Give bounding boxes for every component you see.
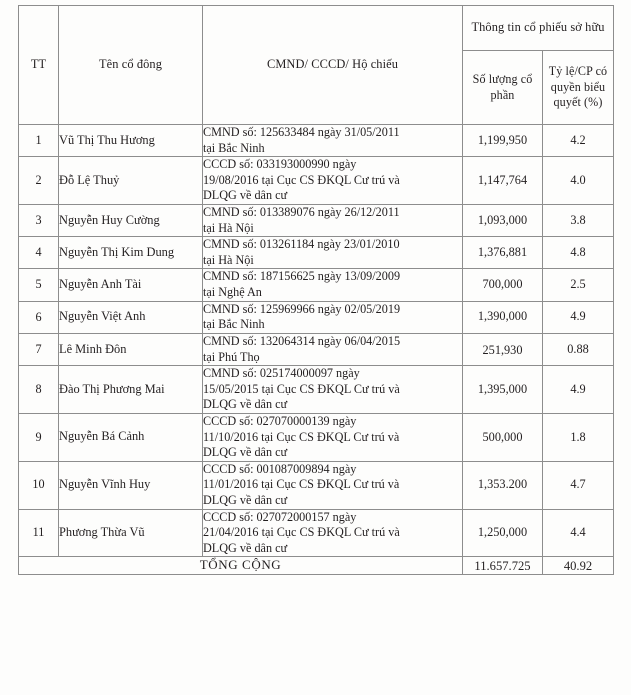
- share-quantity: 1,390,000: [463, 301, 543, 333]
- table-row: [19, 461, 614, 509]
- identification-line: CCCD số: 027070000139 ngày: [203, 413, 357, 428]
- voting-ratio: 4.7: [543, 461, 614, 509]
- row-index: 8: [19, 366, 59, 414]
- identification-line: CMND số: 013261184 ngày 23/01/2010: [203, 237, 400, 252]
- voting-ratio: 4.9: [543, 301, 614, 333]
- table-header: [19, 6, 614, 125]
- total-row: [19, 557, 614, 575]
- identification-text: [203, 125, 463, 157]
- share-quantity: 1,395,000: [463, 366, 543, 414]
- header-quantity: Số lượng cổ phần: [463, 51, 543, 125]
- table-body: [19, 125, 614, 557]
- identification-text: [203, 366, 463, 414]
- row-index: 6: [19, 301, 59, 333]
- total-ratio: 40.92: [543, 557, 614, 575]
- voting-ratio: 0.88: [543, 333, 614, 365]
- row-index: 5: [19, 269, 59, 301]
- share-quantity: 1,199,950: [463, 125, 543, 157]
- identification-text: [203, 205, 463, 237]
- voting-ratio: 2.5: [543, 269, 614, 301]
- identification-line: CMND số: 132064314 ngày 06/04/2015: [203, 333, 401, 348]
- voting-ratio: 4.4: [543, 509, 614, 557]
- identification-line: DLQG về dân cư: [203, 493, 288, 508]
- identification-line: tại Nghệ An: [203, 285, 262, 300]
- identification-line: DLQG về dân cư: [203, 188, 288, 203]
- identification-line: 15/05/2015 tại Cục CS ĐKQL Cư trú và: [203, 381, 400, 396]
- voting-ratio: 4.8: [543, 237, 614, 269]
- row-index: 10: [19, 461, 59, 509]
- row-index: 2: [19, 157, 59, 205]
- shareholder-name: Nguyễn Bá Cảnh: [59, 413, 203, 461]
- identification-line: 19/08/2016 tại Cục CS ĐKQL Cư trú và: [203, 172, 400, 187]
- share-quantity: 500,000: [463, 413, 543, 461]
- identification-text: [203, 333, 463, 365]
- identification-line: CCCD số: 027072000157 ngày: [203, 509, 357, 524]
- identification-line: DLQG về dân cư: [203, 397, 288, 412]
- identification-line: CMND số: 125969966 ngày 02/05/2019: [203, 301, 401, 316]
- voting-ratio: 4.9: [543, 366, 614, 414]
- share-quantity: 1,353.200: [463, 461, 543, 509]
- share-quantity: 1,376,881: [463, 237, 543, 269]
- total-label: TỔNG CỘNG: [19, 557, 463, 575]
- table-row: [19, 125, 614, 157]
- shareholder-name: Đào Thị Phương Mai: [59, 366, 203, 414]
- identification-text: [203, 413, 463, 461]
- shareholder-table-container: [18, 5, 613, 575]
- identification-line: CMND số: 187156625 ngày 13/09/2009: [203, 269, 401, 284]
- table-row: [19, 157, 614, 205]
- table-row: [19, 509, 614, 557]
- identification-line: DLQG về dân cư: [203, 445, 288, 460]
- row-index: 1: [19, 125, 59, 157]
- identification-line: CMND số: 125633484 ngày 31/05/2011: [203, 125, 400, 139]
- identification-line: tại Hà Nội: [203, 220, 254, 235]
- share-quantity: 1,147,764: [463, 157, 543, 205]
- shareholder-name: Nguyễn Việt Anh: [59, 301, 203, 333]
- header-share-info-group: Thông tin cổ phiếu sở hữu: [463, 6, 614, 51]
- shareholder-name: Đỗ Lệ Thuỷ: [59, 157, 203, 205]
- shareholder-name: Lê Minh Đôn: [59, 333, 203, 365]
- shareholder-name: Nguyễn Anh Tài: [59, 269, 203, 301]
- shareholder-table: [18, 5, 614, 575]
- identification-line: 11/01/2016 tại Cục CS ĐKQL Cư trú và: [203, 477, 400, 492]
- table-row: [19, 205, 614, 237]
- header-row-top: [19, 6, 614, 51]
- voting-ratio: 1.8: [543, 413, 614, 461]
- voting-ratio: 3.8: [543, 205, 614, 237]
- shareholder-name: Nguyễn Thị Kim Dung: [59, 237, 203, 269]
- table-row: [19, 301, 614, 333]
- share-quantity: 1,250,000: [463, 509, 543, 557]
- identification-line: CCCD số: 001087009894 ngày: [203, 461, 357, 476]
- identification-line: tại Bắc Ninh: [203, 140, 265, 155]
- table-row: [19, 366, 614, 414]
- row-index: 9: [19, 413, 59, 461]
- identification-text: [203, 301, 463, 333]
- identification-line: tại Bắc Ninh: [203, 317, 265, 332]
- row-index: 7: [19, 333, 59, 365]
- voting-ratio: 4.0: [543, 157, 614, 205]
- total-quantity: 11.657.725: [463, 557, 543, 575]
- header-tt: TT: [19, 6, 59, 125]
- header-identification: CMND/ CCCD/ Hộ chiếu: [203, 6, 463, 125]
- identification-line: CMND số: 013389076 ngày 26/12/2011: [203, 205, 400, 220]
- header-voting-ratio: Tỷ lệ/CP có quyền biểu quyết (%): [543, 51, 614, 125]
- row-index: 3: [19, 205, 59, 237]
- share-quantity: 700,000: [463, 269, 543, 301]
- identification-line: DLQG về dân cư: [203, 540, 288, 555]
- table-row: [19, 269, 614, 301]
- share-quantity: 1,093,000: [463, 205, 543, 237]
- table-row: [19, 413, 614, 461]
- row-index: 11: [19, 509, 59, 557]
- identification-text: [203, 461, 463, 509]
- identification-text: [203, 157, 463, 205]
- identification-line: CCCD số: 033193000990 ngày: [203, 157, 357, 172]
- shareholder-name: Vũ Thị Thu Hương: [59, 125, 203, 157]
- identification-line: CMND số: 025174000097 ngày: [203, 366, 360, 381]
- share-quantity: 251,930: [463, 333, 543, 365]
- identification-line: tại Hà Nội: [203, 252, 254, 267]
- identification-line: 11/10/2016 tại Cục CS ĐKQL Cư trú và: [203, 429, 400, 444]
- identification-text: [203, 509, 463, 557]
- shareholder-name: Nguyễn Huy Cường: [59, 205, 203, 237]
- table-footer: [19, 557, 614, 575]
- shareholder-name: Phương Thừa Vũ: [59, 509, 203, 557]
- voting-ratio: 4.2: [543, 125, 614, 157]
- identification-line: tại Phú Thọ: [203, 349, 260, 364]
- header-shareholder-name: Tên cổ đông: [59, 6, 203, 125]
- shareholder-name: Nguyễn Vĩnh Huy: [59, 461, 203, 509]
- table-row: [19, 237, 614, 269]
- table-row: [19, 333, 614, 365]
- identification-line: 21/04/2016 tại Cục CS ĐKQL Cư trú và: [203, 525, 400, 540]
- identification-text: [203, 269, 463, 301]
- row-index: 4: [19, 237, 59, 269]
- identification-text: [203, 237, 463, 269]
